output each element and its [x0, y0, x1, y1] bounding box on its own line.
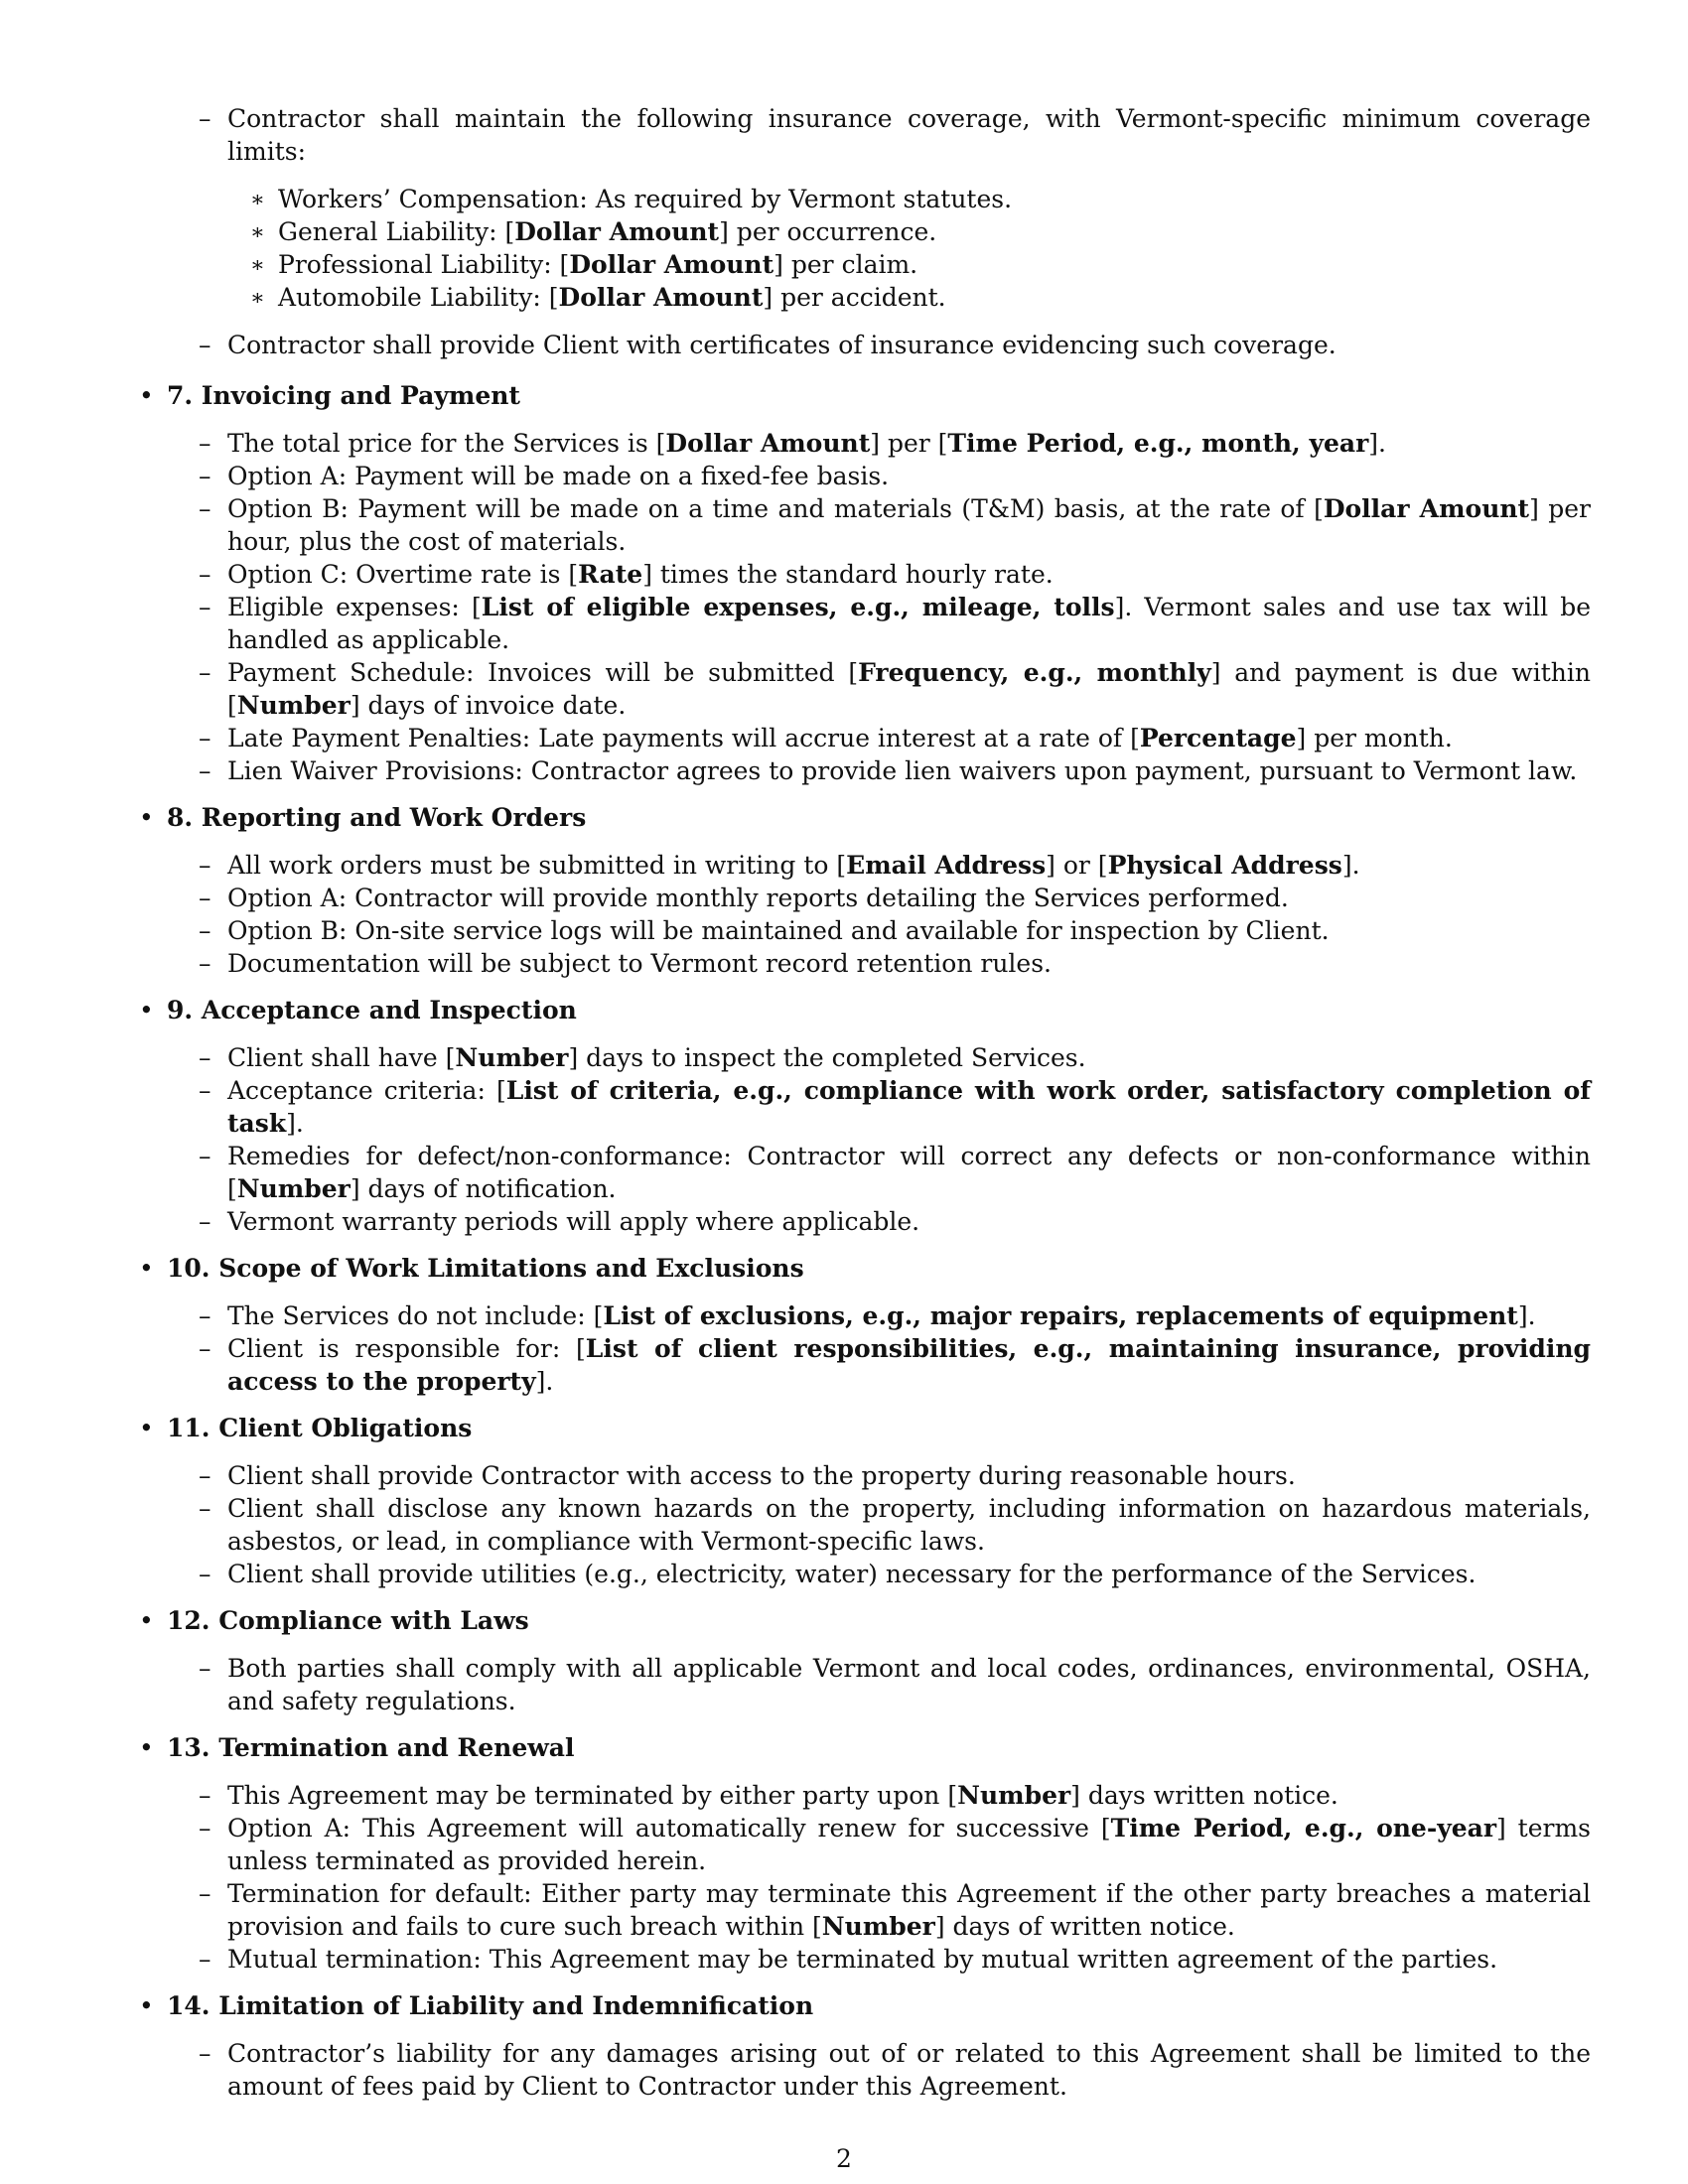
dash-bullet: – [199, 949, 211, 978]
dash-bullet: – [199, 494, 211, 523]
clause-text: Client is responsible for: [ [227, 1334, 586, 1363]
clause-list [167, 102, 1688, 361]
clause-list [167, 1459, 1688, 1590]
clause-text: This Agreement may be terminated by either party upon [ [227, 1781, 958, 1810]
section-title: 12. Compliance with Laws [167, 1606, 529, 1635]
clause-text: All work orders must be submitted in writing to [ [227, 851, 847, 880]
placeholder-field: Dollar Amount [1323, 494, 1530, 523]
section [0, 1731, 1688, 1976]
clause-text: Automobile Liability: [ [278, 283, 559, 312]
placeholder-field: Dollar Amount [665, 429, 871, 458]
sub-clause-item [167, 248, 1688, 281]
section-bullet: • [139, 1606, 154, 1635]
clause-text: General Liability: [ [278, 217, 515, 246]
clause-text: Documentation will be subject to Vermont record retention rules. [227, 949, 1052, 978]
clause-text: ]. [286, 1109, 304, 1138]
section [0, 1412, 1688, 1590]
clause-text: Client shall have [ [227, 1043, 456, 1072]
clause-text: ]. [1341, 851, 1360, 880]
dash-bullet: – [199, 462, 211, 490]
clause-text: Eligible expenses: [ [227, 593, 482, 621]
section [0, 1604, 1688, 1717]
dash-bullet: – [199, 851, 211, 880]
sub-clause-item [167, 183, 1688, 215]
section [0, 1989, 1688, 2103]
section-title: 9. Acceptance and Inspection [167, 996, 577, 1024]
dash-bullet: – [199, 1494, 211, 1523]
clause-text: Mutual termination: This Agreement may be terminated by mutual written agreement of the parties. [227, 1945, 1498, 1974]
clause-item [167, 1041, 1688, 1074]
clause-item [167, 492, 1688, 558]
placeholder-field: Number [236, 691, 351, 720]
section-bullet: • [139, 1733, 154, 1762]
placeholder-field: Number [821, 1912, 935, 1941]
clause-item [167, 591, 1688, 656]
sub-clause-list [167, 183, 1688, 314]
section [0, 1252, 1688, 1398]
section-title: 8. Reporting and Work Orders [167, 803, 587, 832]
clause-text: Contractor shall provide Client with certificates of insurance evidencing such coverage. [227, 331, 1336, 359]
dash-bullet: – [199, 916, 211, 945]
clause-text: ] times the standard hourly rate. [642, 560, 1054, 589]
clause-list [167, 1299, 1688, 1398]
dash-bullet: – [199, 560, 211, 589]
clause-item [167, 849, 1688, 882]
clause-list [167, 2037, 1688, 2103]
dash-bullet: – [199, 1207, 211, 1236]
page-number: 2 [836, 2144, 852, 2173]
placeholder-field: Rate [578, 560, 643, 589]
clause-text: ] per [ [870, 429, 948, 458]
dash-bullet: – [199, 1461, 211, 1490]
clause-text: ] days of invoice date. [350, 691, 627, 720]
clause-text: ] days of notification. [350, 1174, 617, 1203]
clause-text: The Services do not include: [ [227, 1301, 604, 1330]
section-bullet: • [139, 996, 154, 1024]
clause-item [167, 102, 1688, 168]
dash-bullet: – [199, 331, 211, 359]
star-bullet: ∗ [250, 220, 265, 245]
clause-item [167, 460, 1688, 492]
clause-item [167, 1652, 1688, 1717]
section [0, 994, 1688, 1238]
clause-text: ] days to inspect the completed Services. [568, 1043, 1086, 1072]
clause-text: The total price for the Services is [ [227, 429, 666, 458]
placeholder-field: Number [957, 1781, 1071, 1810]
sub-clause-item [167, 281, 1688, 314]
placeholder-field: Time Period, e.g., month, year [947, 429, 1369, 458]
clause-list [167, 1652, 1688, 1717]
clause-item [167, 1074, 1688, 1140]
dash-bullet: – [199, 1781, 211, 1810]
clause-text: Option B: On-site service logs will be maintained and available for inspection by Client. [227, 916, 1330, 945]
placeholder-field: List of exclusions, e.g., major repairs, replacements of equipment [603, 1301, 1518, 1330]
dash-bullet: – [199, 104, 211, 133]
clause-text: Client shall provide utilities (e.g., electricity, water) necessary for the performance of the Services. [227, 1560, 1477, 1588]
section-title: 13. Termination and Renewal [167, 1733, 575, 1762]
section-bullet: • [139, 381, 154, 410]
clause-text: ] per accident. [763, 283, 946, 312]
sub-clause-item [167, 215, 1688, 248]
clause-text: Client shall provide Contractor with access to the property during reasonable hours. [227, 1461, 1296, 1490]
dash-bullet: – [199, 1945, 211, 1974]
section-bullet: • [139, 1254, 154, 1283]
clause-text: Payment Schedule: Invoices will be submitted [ [227, 658, 859, 687]
dash-bullet: – [199, 429, 211, 458]
star-bullet: ∗ [250, 286, 265, 311]
clause-item [167, 558, 1688, 591]
clause-text: ]. Vermont sales and use tax will be handled as applicable. [227, 593, 1592, 654]
clause-item [167, 947, 1688, 980]
dash-bullet: – [199, 1142, 211, 1170]
dash-bullet: – [199, 1879, 211, 1908]
section-title: 10. Scope of Work Limitations and Exclusions [167, 1254, 804, 1283]
clause-text: Acceptance criteria: [ [227, 1076, 506, 1105]
clause-text: ] terms unless terminated as provided herein. [227, 1814, 1592, 1875]
dash-bullet: – [199, 1814, 211, 1843]
dash-bullet: – [199, 658, 211, 687]
section-title: 14. Limitation of Liability and Indemnification [167, 1991, 814, 2020]
clause-text: ] days written notice. [1070, 1781, 1338, 1810]
clause-item [167, 1812, 1688, 1877]
clause-item [167, 1459, 1688, 1492]
clause-text: Termination for default: Either party may terminate this Agreement if the other party breaches a material provision and fails to cure such breach within [ [227, 1879, 1591, 1941]
clause-text: Option A: This Agreement will automatically renew for successive [ [227, 1814, 1111, 1843]
clause-text: Late Payment Penalties: Late payments will accrue interest at a rate of [ [227, 724, 1140, 752]
dash-bullet: – [199, 1043, 211, 1072]
dash-bullet: – [199, 1654, 211, 1683]
clause-text: Option C: Overtime rate is [ [227, 560, 579, 589]
clause-item [167, 1205, 1688, 1238]
clause-text: Contractor’s liability for any damages arising out of or related to this Agreement shall be limited to the amount of fees paid by Client to Contractor under this Agreement. [227, 2039, 1591, 2101]
clause-text: Workers’ Compensation: As required by Vermont statutes. [278, 185, 1013, 213]
section-title: 7. Invoicing and Payment [167, 381, 520, 410]
clause-list [167, 849, 1688, 980]
clause-text: ]. [535, 1367, 554, 1396]
dash-bullet: – [199, 724, 211, 752]
placeholder-field: Email Address [846, 851, 1047, 880]
clause-text: ] per hour, plus the cost of materials. [227, 494, 1591, 556]
clause-item [167, 882, 1688, 914]
section-title: 11. Client Obligations [167, 1414, 473, 1442]
clause-text: ] per occurrence. [719, 217, 937, 246]
clause-text: ] per claim. [774, 250, 918, 279]
clause-text: ]. [1517, 1301, 1536, 1330]
placeholder-field: List of client responsibilities, e.g., maintaining insurance, providing access to the property [227, 1334, 1591, 1396]
section-bullet: • [139, 1414, 154, 1442]
star-bullet: ∗ [250, 188, 265, 212]
clause-item [167, 2037, 1688, 2103]
clause-item [167, 329, 1688, 361]
clause-item [167, 427, 1688, 460]
clause-text: Professional Liability: [ [278, 250, 570, 279]
clause-item [167, 754, 1688, 787]
clause-item [167, 1558, 1688, 1590]
placeholder-field: Dollar Amount [558, 283, 764, 312]
section-continuation [0, 0, 1688, 361]
dash-bullet: – [199, 884, 211, 912]
clause-list [167, 1041, 1688, 1238]
placeholder-field: Percentage [1139, 724, 1297, 752]
clause-text: ] or [ [1046, 851, 1108, 880]
clause-item [167, 1492, 1688, 1558]
clause-text: Option A: Contractor will provide monthly reports detailing the Services performed. [227, 884, 1289, 912]
clause-item [167, 1943, 1688, 1976]
placeholder-field: Frequency, e.g., monthly [858, 658, 1211, 687]
dash-bullet: – [199, 1076, 211, 1105]
placeholder-field: Number [455, 1043, 569, 1072]
placeholder-field: List of criteria, e.g., compliance with work order, satisfactory completion of task [227, 1076, 1591, 1138]
section [0, 379, 1688, 787]
section [0, 801, 1688, 980]
clause-text: Vermont warranty periods will apply where applicable. [227, 1207, 920, 1236]
placeholder-field: Physical Address [1107, 851, 1342, 880]
clause-item [167, 1877, 1688, 1943]
placeholder-field: Dollar Amount [569, 250, 774, 279]
clause-item [167, 1140, 1688, 1205]
clause-text: Contractor shall maintain the following insurance coverage, with Vermont-specific minimum coverage limits: [227, 104, 1591, 166]
star-bullet: ∗ [250, 253, 265, 278]
placeholder-field: List of eligible expenses, e.g., mileage, tolls [481, 593, 1115, 621]
dash-bullet: – [199, 593, 211, 621]
clause-item [167, 722, 1688, 754]
clause-list [167, 1779, 1688, 1976]
clause-item [167, 1779, 1688, 1812]
clause-text: Client shall disclose any known hazards on the property, including information on hazardous materials, asbestos, or lead, in compliance with Vermont-specific laws. [227, 1494, 1591, 1556]
section-bullet: • [139, 1991, 154, 2020]
clause-text: ] per month. [1296, 724, 1453, 752]
dash-bullet: – [199, 756, 211, 785]
clause-list [167, 427, 1688, 787]
clause-text: Lien Waiver Provisions: Contractor agrees to provide lien waivers upon payment, pursuant to Vermont law. [227, 756, 1578, 785]
placeholder-field: Time Period, e.g., one-year [1110, 1814, 1497, 1843]
clause-text: ]. [1368, 429, 1386, 458]
clause-item [167, 1332, 1688, 1398]
dash-bullet: – [199, 2039, 211, 2068]
clause-text: Remedies for defect/non-conformance: Contractor will correct any defects or non-conformance within [ [227, 1142, 1591, 1203]
continuation-wrap [0, 102, 1688, 361]
clause-text: Both parties shall comply with all applicable Vermont and local codes, ordinances, environmental, OSHA, and safety regulations. [227, 1654, 1591, 1715]
dash-bullet: – [199, 1301, 211, 1330]
dash-bullet: – [199, 1560, 211, 1588]
clause-item [167, 1299, 1688, 1332]
placeholder-field: Number [236, 1174, 351, 1203]
placeholder-field: Dollar Amount [514, 217, 720, 246]
clause-text: Option B: Payment will be made on a time and materials (T&M) basis, at the rate of [ [227, 494, 1324, 523]
section-bullet: • [139, 803, 154, 832]
dash-bullet: – [199, 1334, 211, 1363]
clause-text: ] days of written notice. [934, 1912, 1235, 1941]
clause-item [167, 656, 1688, 722]
clause-text: Option A: Payment will be made on a fixed-fee basis. [227, 462, 890, 490]
clause-text: ] and payment is due within [ [227, 658, 1592, 720]
clause-item [167, 914, 1688, 947]
